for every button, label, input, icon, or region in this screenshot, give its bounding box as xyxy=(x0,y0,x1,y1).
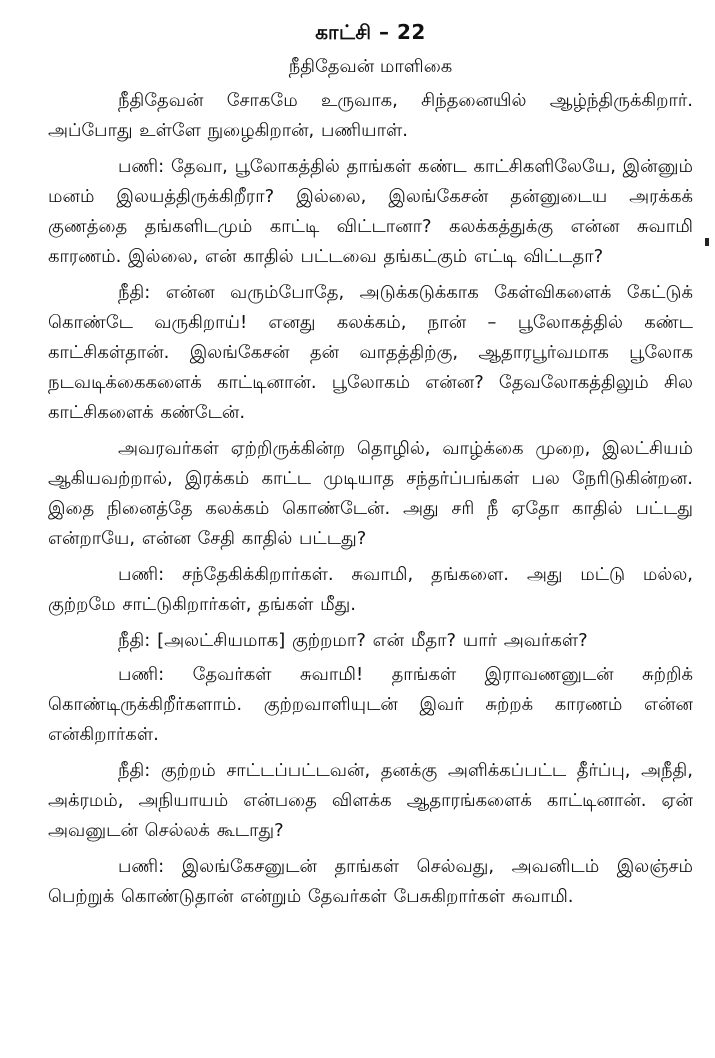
paragraph-neethi-2: நீதி: [அலட்சியமாக] குற்றமா? என் மீதா? யார் அவர்கள்? xyxy=(118,630,588,651)
paragraph-pani-1: பணி: தேவா, பூலோகத்தில் தாங்கள் கண்ட காட்சிகளிலேயே, இன்னும் மனம் இலயத்திருக்கிறீரா? இல்லை, இலங்கேசன் தன்னுடைய அரக்கக் குணத்தை தங்களிடமும் காட்டி விட்டானா? கலக்கத்துக்கு என்ன சுவாமி காரணம். இல்லை, என் காதில் பட்டவை தங்கட்கும் எட்டி விட்டதா? xyxy=(48,156,693,267)
paragraph-pani-2: பணி: சந்தேகிக்கிறார்கள். சுவாமி, தங்களை. அது மட்டு மல்ல, குற்றமே சாட்டுகிறார்கள், தங்கள் மீது. xyxy=(48,564,693,615)
scene-title: காட்சி – 22 xyxy=(315,20,426,44)
paragraph-neethi-3: நீதி: குற்றம் சாட்டப்பட்டவன், தனக்கு அளிக்கப்பட்ட தீர்ப்பு, அநீதி, அக்ரமம், அநியாயம் என்பதை விளக்க ஆதாரங்களைக் காட்டினான். ஏன் அவனுடன் செல்லக் கூடாது? xyxy=(48,760,693,841)
paragraph-pani-4: பணி: இலங்கேசனுடன் தாங்கள் செல்வது, அவனிடம் இலஞ்சம் பெற்றுக் கொண்டுதான் என்றும் தேவர்கள் பேசுகிறார்கள் சுவாமி. xyxy=(48,856,693,907)
paragraph-pani-3: பணி: தேவர்கள் சுவாமி! தாங்கள் இராவணனுடன் சுற்றிக் கொண்டிருக்கிறீர்களாம். குற்றவாளியுடன் இவர் சுற்றக் காரணம் என்ன என்கிறார்கள். xyxy=(48,664,693,745)
paragraph-neethi-1: நீதி: என்ன வரும்போதே, அடுக்கடுக்காக கேள்விகளைக் கேட்டுக் கொண்டே வருகிறாய்! எனது கலக்கம், நான் – பூலோகத்தில் கண்ட காட்சிகள்தான். இலங்கேசன் தன் வாதத்திற்கு, ஆதாரபூர்வமாக பூலோக நடவடிக்கைகளைக் காட்டினான். பூலோகம் என்ன? தேவலோகத்திலும் சில காட்சிகளைக் கண்டேன். xyxy=(48,282,693,423)
scene-subtitle: நீதிதேவன் மாளிகை xyxy=(288,56,453,77)
margin-mark xyxy=(705,238,709,246)
paragraph-neethi-1-continued: அவரவர்கள் ஏற்றிருக்கின்ற தொழில், வாழ்க்கை முறை, இலட்சியம் ஆகியவற்றால், இரக்கம் காட்ட முடியாத சந்தர்ப்பங்கள் பல நேரிடுகின்றன. இதை நினைத்தே கலக்கம் கொண்டேன். அது சரி நீ ஏதோ காதில் பட்டது என்றாயே, என்ன சேதி காதில் பட்டது? xyxy=(48,438,693,549)
paragraph-narration: நீதிதேவன் சோகமே உருவாக, சிந்தனையில் ஆழ்ந்திருக்கிறார். அப்போது உள்ளே நுழைகிறான், பணியாள். xyxy=(48,90,693,141)
